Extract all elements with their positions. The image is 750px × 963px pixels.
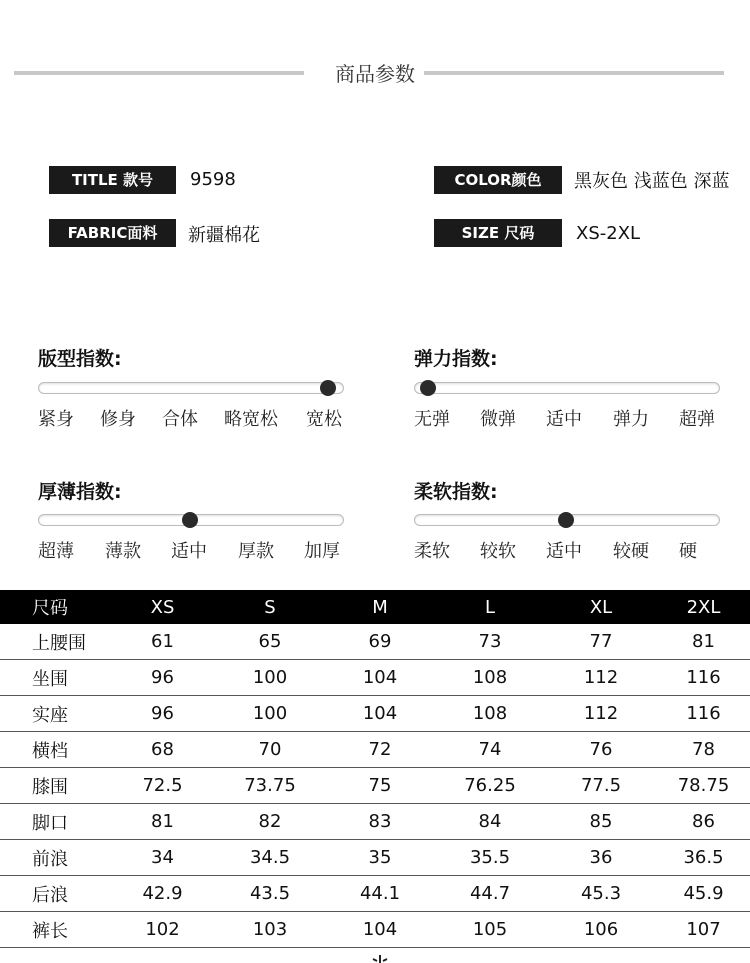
- measurement-value: 100: [215, 696, 325, 732]
- softness-tick: 硬: [679, 541, 697, 562]
- measurement-value: 102: [110, 912, 215, 948]
- measurement-value: 104: [325, 696, 435, 732]
- measurement-value: 112: [545, 696, 657, 732]
- measurement-name: 实座: [0, 696, 110, 732]
- measurement-value: 35: [325, 840, 435, 876]
- fit-tick: 略宽松: [224, 409, 278, 430]
- measurement-name: 膝围: [0, 768, 110, 804]
- stretch-tick: 弹力: [613, 409, 649, 430]
- softness-index-knob: [558, 512, 574, 528]
- measurement-value: 108: [435, 660, 545, 696]
- size-table-header: 2XL: [657, 590, 750, 624]
- measurement-value: 86: [657, 804, 750, 840]
- size-table-row: [0, 732, 750, 768]
- measurement-value: 82: [215, 804, 325, 840]
- measurement-name: 脚口: [0, 804, 110, 840]
- measurement-value: 36.5: [657, 840, 750, 876]
- measurement-name: 前浪: [0, 840, 110, 876]
- fabric-label: FABRIC面料: [49, 219, 176, 247]
- size-table: [0, 590, 750, 948]
- size-table-row: [0, 912, 750, 948]
- measurement-value: 96: [110, 660, 215, 696]
- measurement-value: 78: [657, 732, 750, 768]
- title-value: 9598: [190, 169, 236, 190]
- measurement-value: 43.5: [215, 876, 325, 912]
- thickness-tick: 厚款: [238, 541, 274, 562]
- measurement-value: 83: [325, 804, 435, 840]
- measurement-value: 34.5: [215, 840, 325, 876]
- header-line-right: [424, 71, 724, 75]
- stretch-tick: 微弹: [480, 409, 516, 430]
- measurement-value: 68: [110, 732, 215, 768]
- measurement-value: 116: [657, 660, 750, 696]
- size-table-row: [0, 840, 750, 876]
- title-label: TITLE 款号: [49, 166, 176, 194]
- stretch-tick: 超弹: [679, 409, 715, 430]
- measurement-value: 104: [325, 912, 435, 948]
- measurement-value: 65: [215, 624, 325, 660]
- measurement-value: 107: [657, 912, 750, 948]
- measurement-value: 77: [545, 624, 657, 660]
- measurement-name: 坐围: [0, 660, 110, 696]
- measurement-name: 裤长: [0, 912, 110, 948]
- section-title: 商品参数: [335, 62, 415, 86]
- measurement-value: 72: [325, 732, 435, 768]
- measurement-value: 78.75: [657, 768, 750, 804]
- measurement-value: 45.9: [657, 876, 750, 912]
- measurement-value: 81: [657, 624, 750, 660]
- stretch-tick: 适中: [546, 409, 582, 430]
- stretch-index-knob: [420, 380, 436, 396]
- measurement-name: 横档: [0, 732, 110, 768]
- size-value: XS-2XL: [576, 223, 641, 244]
- fit-tick: 紧身: [38, 409, 74, 430]
- measurement-value: 72.5: [110, 768, 215, 804]
- measurement-value: 84: [435, 804, 545, 840]
- thickness-tick: 薄款: [105, 541, 141, 562]
- size-table-row: [0, 660, 750, 696]
- fit-index-track: [38, 382, 344, 394]
- measurement-value: 112: [545, 660, 657, 696]
- stretch-index-title: 弹力指数:: [414, 348, 498, 370]
- size-table-row: [0, 876, 750, 912]
- stretch-index-track: [414, 382, 720, 394]
- thickness-tick: 超薄: [38, 541, 74, 562]
- color-label: COLOR颜色: [434, 166, 562, 194]
- measurement-name: 上腰围: [0, 624, 110, 660]
- thickness-index-title: 厚薄指数:: [38, 481, 122, 503]
- softness-tick: 较软: [480, 541, 516, 562]
- measurement-value: 74: [435, 732, 545, 768]
- size-label: SIZE 尺码: [434, 219, 562, 247]
- measurement-value: 76: [545, 732, 657, 768]
- measurement-value: 75: [325, 768, 435, 804]
- fit-tick: 合体: [162, 409, 198, 430]
- size-table-header: S: [215, 590, 325, 624]
- size-table-row: [0, 804, 750, 840]
- measurement-value: 96: [110, 696, 215, 732]
- fit-index-title: 版型指数:: [38, 348, 122, 370]
- measurement-value: 106: [545, 912, 657, 948]
- measurement-value: 73: [435, 624, 545, 660]
- size-table-row: [0, 624, 750, 660]
- fit-index-knob: [320, 380, 336, 396]
- measurement-value: 100: [215, 660, 325, 696]
- measurement-value: 105: [435, 912, 545, 948]
- size-table-header: M: [325, 590, 435, 624]
- measurement-value: 36: [545, 840, 657, 876]
- size-table-header: L: [435, 590, 545, 624]
- measurement-value: 108: [435, 696, 545, 732]
- size-table-row: [0, 696, 750, 732]
- softness-tick: 适中: [546, 541, 582, 562]
- measurement-value: 69: [325, 624, 435, 660]
- truncated-glyph-icon: [370, 953, 390, 963]
- fit-tick: 修身: [100, 409, 136, 430]
- thickness-tick: 加厚: [304, 541, 340, 562]
- color-value: 黑灰色 浅蓝色 深蓝: [574, 171, 730, 192]
- measurement-value: 34: [110, 840, 215, 876]
- fabric-value: 新疆棉花: [188, 225, 260, 246]
- measurement-value: 103: [215, 912, 325, 948]
- fit-tick: 宽松: [306, 409, 342, 430]
- thickness-index-knob: [182, 512, 198, 528]
- header-line-left: [14, 71, 304, 75]
- softness-tick: 柔软: [414, 541, 450, 562]
- softness-index-title: 柔软指数:: [414, 481, 498, 503]
- measurement-value: 116: [657, 696, 750, 732]
- measurement-name: 后浪: [0, 876, 110, 912]
- size-table-row: [0, 768, 750, 804]
- measurement-value: 61: [110, 624, 215, 660]
- measurement-value: 85: [545, 804, 657, 840]
- size-table-header: XS: [110, 590, 215, 624]
- stretch-tick: 无弹: [414, 409, 450, 430]
- softness-tick: 较硬: [613, 541, 649, 562]
- size-table-header: XL: [545, 590, 657, 624]
- measurement-value: 44.7: [435, 876, 545, 912]
- measurement-value: 45.3: [545, 876, 657, 912]
- measurement-value: 104: [325, 660, 435, 696]
- measurement-value: 76.25: [435, 768, 545, 804]
- size-table-header: 尺码: [0, 590, 110, 624]
- measurement-value: 73.75: [215, 768, 325, 804]
- measurement-value: 70: [215, 732, 325, 768]
- measurement-value: 35.5: [435, 840, 545, 876]
- measurement-value: 81: [110, 804, 215, 840]
- measurement-value: 44.1: [325, 876, 435, 912]
- measurement-value: 42.9: [110, 876, 215, 912]
- measurement-value: 77.5: [545, 768, 657, 804]
- thickness-tick: 适中: [171, 541, 207, 562]
- size-table-header-row: [0, 590, 750, 624]
